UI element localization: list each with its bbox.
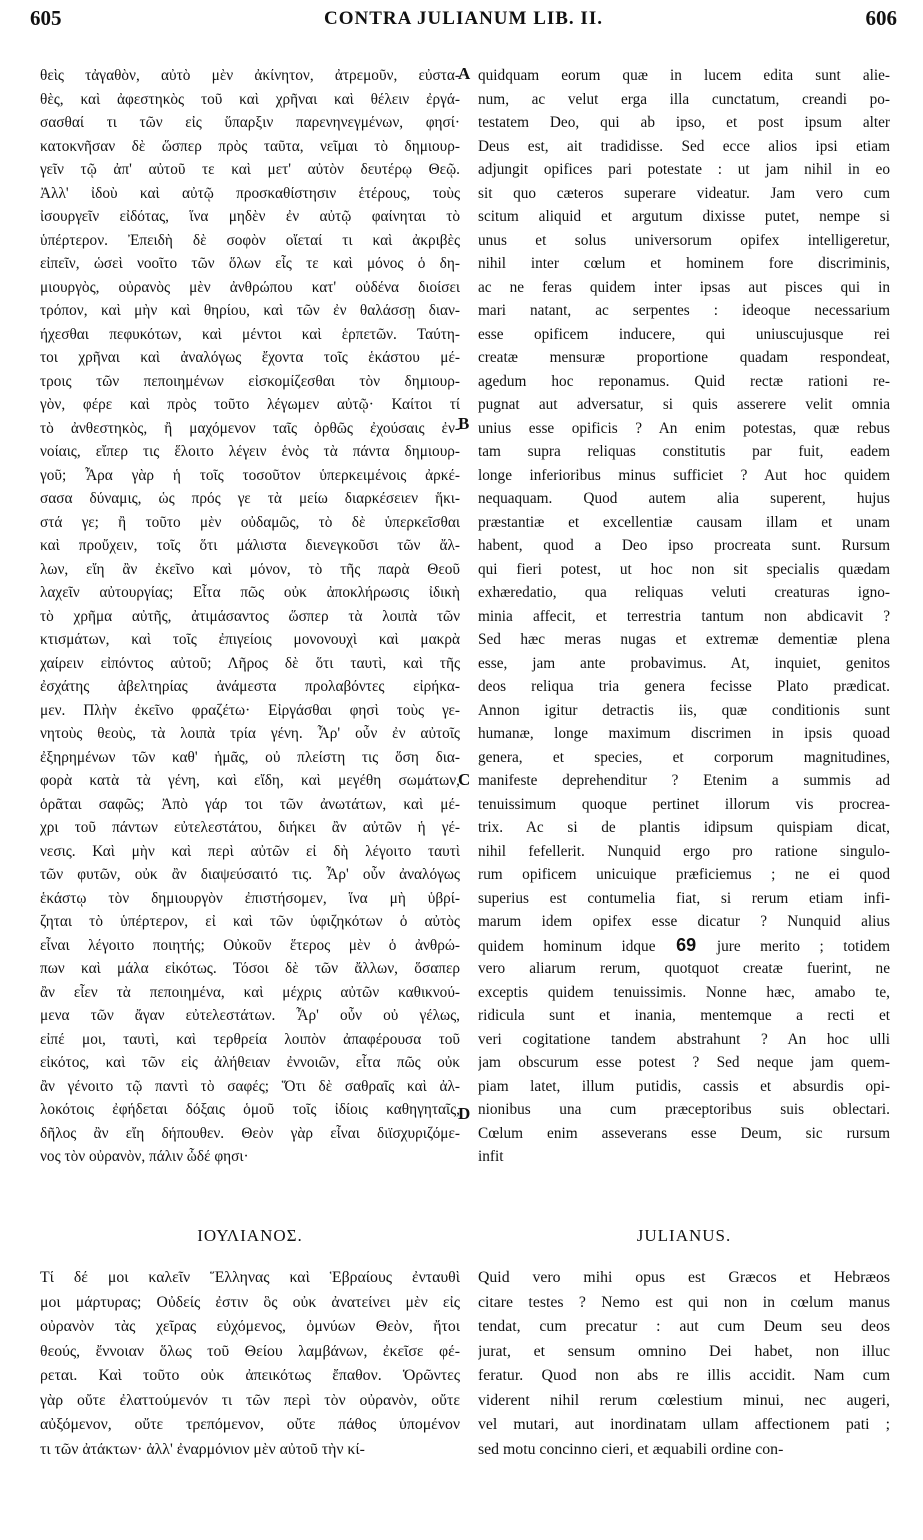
greek-text-line: κατοκνῆσαν δὲ ὥσπερ πρὸς ταῦτα, νεῖμαι τὸ δημιουρ- xyxy=(40,137,460,155)
latin-text-line: vero aliarum rerum, quotquot creatæ fuerint, ne xyxy=(478,960,890,977)
latin-text-line: jam obscurum esse potest ? Sed neque jam quem- xyxy=(478,1054,890,1071)
latin-text-line: veri cogitatione tandem abstrahunt ? An hoc ulli xyxy=(478,1030,890,1048)
latin-text-line: habent, quod a Deo ipso procreata sunt. Rursum xyxy=(478,537,890,554)
latin-text-line: ridicula sunt et inania, mentemque a recti et xyxy=(478,1007,890,1024)
latin-text-line: præstantiæ et excellentiæ causam illam et unam xyxy=(478,513,890,531)
greek-text-line: εἰπεῖν, ὡσεὶ νοοῖτο τῶν ὅλων εἷς τε καὶ μόνος ὁ δη- xyxy=(40,255,460,272)
latin-text-line: piam latet, illum putidis, cassis et absurdis opi- xyxy=(478,1077,890,1095)
latin-text-line: longe inferioribus minus sufficiet ? Aut hoc quidem xyxy=(478,466,890,484)
latin-text-line: minia affecit, et terrestria tantum non abdicavit ? xyxy=(478,607,890,625)
latin-text-line: exhæredatio, qua reliquas veluti creaturas igno- xyxy=(478,584,890,601)
marker-b: B xyxy=(458,414,470,433)
greek-text-line: καὶ προὔχειν, τοῖς ὅτι μάλιστα διενεγκοῦσι τῶν ἄλ- xyxy=(40,537,460,554)
greek-text-line: θεούς, ἔννοιαν ὅλως τοῦ Θείου λαμβάνων, ἐκεῖσε φέ- xyxy=(40,1342,460,1360)
page-number-left: 605 xyxy=(30,6,62,30)
latin-text-line: manifeste deprehenditur ? Etenim a summis ad xyxy=(478,772,890,789)
page-header xyxy=(30,6,897,40)
greek-text-line: κτισμάτων, καὶ τοῖς ἐπιγείοις μονονουχὶ καὶ μακρὰ xyxy=(40,631,460,648)
latin-text-line: ac ne feras quidem inter ipsas aut pisces qui in xyxy=(478,278,890,296)
greek-text-line: λοκότοις ἐφήδεται δόξαις ὁμοῦ τοῖς ἰδίοις καθηγηταῖς, xyxy=(40,1101,460,1118)
greek-text-line: μεν. Πλὴν ἐκεῖνο φραζέτω· Εἰργάσθαι φησὶ τοὺς γε- xyxy=(40,701,460,719)
marker-a: A xyxy=(458,64,471,83)
latin-text-line: genera, et species, et corporum magnitudines, xyxy=(478,748,890,766)
greek-text-line: λων, εἴη ἂν ἐκεῖνο καὶ μόνον, τὸ τῆς παρὰ Θεοῦ xyxy=(40,560,460,578)
latin-text-line: unius esse opificis ? An enim potestas, quæ rebus xyxy=(478,419,890,437)
latin-text-line: agedum hoc reponamus. Quid rectæ rationi re- xyxy=(478,372,890,390)
greek-text-line: ἐξηρημένων τῶν καθ' ἡμᾶς, οὐ πλείστη τις ὅση δια- xyxy=(40,748,460,766)
latin-text-line: nionibus una cum præceptoribus suis oblectari. xyxy=(478,1101,890,1118)
greek-text-line: τὸ ἀνθεστηκὸς, ἢ μαχόμενον ταῖς ὀρθῶς ἐχούσαις ἐν- xyxy=(40,419,460,437)
greek-text-line: τι τῶν ἀτάκτων· ἀλλ' ἐναρμόνιον μὲν αὐτοῦ τὴν κί- xyxy=(40,1440,365,1458)
column-number-69: 69 xyxy=(655,934,717,955)
greek-text-line: ὑπέρτερον. Ἐπειδὴ δὲ σοφὸν οἴεταί τι καὶ ἀκριβὲς xyxy=(40,231,460,249)
latin-column-top xyxy=(478,64,890,1192)
greek-column-bottom xyxy=(40,1266,460,1516)
greek-text-line: γεῖν τῷ ἀπ' αὐτοῦ τε καὶ μετ' αὐτὸν δευτέρῳ Θεῷ. xyxy=(40,161,460,178)
latin-text-line: tam supra reliquas constitutis par fuit, eadem xyxy=(478,443,890,460)
greek-text-line: γὰρ οὔτε ἐλαττούμενόν τι τῶν περὶ τὸν οὐρανὸν, οὔτε xyxy=(40,1391,460,1409)
latin-text-line: tenuissimum quoque pertinet illorum vis procrea- xyxy=(478,795,890,813)
latin-text-line: trix. Ac si de plantis idipsum quispiam dicat, xyxy=(478,819,890,836)
greek-text-line: μοι μάρτυρας; Οὐδείς ἐστιν ὃς οὐκ ἀνατείνει μὲν εἰς xyxy=(40,1293,460,1311)
latin-text-line: vel mutari, aut inordinatam ullam affectionem pati ; xyxy=(478,1416,890,1433)
latin-text-line: nequaquam. Quod autem alia superent, hujus xyxy=(478,490,890,507)
greek-text-line: ὁρᾶται σαφῶς; Ἀπὸ γάρ τοι τῶν ἀνωτάτων, καὶ μέ- xyxy=(40,795,460,813)
greek-text-line: στά γε; ἢ τοῦτο μὲν οὐδαμῶς, τὸ δὲ ὑπερκεῖσθαι xyxy=(40,513,460,531)
latin-text-line: scitum aliquid et argutum dixisse putet, nempe si xyxy=(478,208,890,225)
latin-text-line: superius est contumelia fiat, si rerum etiam infi- xyxy=(478,889,890,907)
latin-text-line: adjungit opifices pari potestate : ut jam nihil in eo xyxy=(478,161,890,178)
greek-text-line: χαίρειν εἰπόντος αὐτοῦ; Λῆρος δὲ ὅτι ταυτὶ, καὶ τῆς xyxy=(40,654,460,672)
latin-text-line: sit quo cæteros superare videatur. Jam vero cum xyxy=(478,184,890,202)
greek-text-line: ήχεσθαι πεφυκότων, καὶ μέντοι καὶ ἑρπετῶν. Ταύτη- xyxy=(40,325,460,343)
latin-text-line: pugnat aut adversatur, si quis asserere velit omnia xyxy=(478,396,890,413)
latin-text-line: citare testes ? Nemo est qui non in cœlum manus xyxy=(478,1293,890,1311)
greek-text-line: Τί δέ μοι καλεῖν Ἕλληνας καὶ Ἑβραίους ἐνταυθὶ xyxy=(40,1269,460,1286)
latin-text-line: Sed hæc meras nugas et extremæ dementiæ plena xyxy=(478,631,890,648)
greek-text-line: νοίαις, εἴπερ τις ἕλοιτο λέγειν ἑνὸς τὰ πάντα δημιουρ- xyxy=(40,443,460,460)
latin-text-line: rum opificem unicuique præficiemus ; ne ei quod xyxy=(478,866,890,883)
greek-text-line: εἰκότος, καὶ τῶν εἰς ἀλήθειαν ἐννοιῶν, εἶτα πῶς οὐκ xyxy=(40,1054,460,1071)
greek-text-line: πων καὶ μάλα εἰκότως. Τόσοι δὲ τῶν ἄλλων, ὅσαπερ xyxy=(40,960,460,977)
latin-text-line: deos reliqua tria genera fecisse Plato prædicat. xyxy=(478,678,890,695)
greek-text-line: νεσις. Καὶ μὴν καὶ περὶ αὐτῶν εἰ δὴ λέγοιτο ταυτὶ xyxy=(40,842,460,860)
greek-text-line: τροις τῶν πεποιημένων εἰσκομίζεσθαι τὸν δημιουρ- xyxy=(40,372,460,390)
latin-text-line: quidquam eorum quæ in lucem edita sunt alie- xyxy=(478,67,890,84)
greek-text-line: σασα δύναμις, ὡς πρός γε τὰ μείω διαρκέσειεν ἥκι- xyxy=(40,490,460,507)
greek-text-line: ἂν εἶεν τὰ πεποιημένα, καὶ μέχρις αὐτῶν καθικνού- xyxy=(40,983,460,1001)
greek-text-line: μιουργὸς, οὐρανὸς μὲν ἀνθρώπου κατ' οὐδένα διοίσει xyxy=(40,278,460,296)
greek-text-line: φορὰ κατὰ τὰ γένη, καὶ εἴδη, καὶ μεγέθη σωμάτων, xyxy=(40,772,460,789)
greek-text-line: ρεται. Καὶ τοῦτο οὐκ ἀπεικότως ἔπαθον. Ὁρῶντες xyxy=(40,1367,460,1384)
marker-d: D xyxy=(458,1104,471,1123)
latin-text-line: quidem hominum idque 69 jure merito ; totidem xyxy=(478,934,890,955)
latin-text-line: creatæ mensuræ proportione quadam respondeat, xyxy=(478,349,890,366)
greek-text-line: τοι χρῆναι καὶ ἀναλόγως ἔχοντα τοῖς ἑκάστου μέ- xyxy=(40,349,460,366)
running-title: CONTRA JULIANUM LIB. II. xyxy=(324,8,603,29)
latin-text-line: sed motu concinno cieri, et æquabili ordine con- xyxy=(478,1440,784,1458)
greek-text-line: δῆλος ἂν εἴη δήπουθεν. Θεὸν γὰρ εἶναι διϊσχυριζόμε- xyxy=(40,1124,460,1142)
greek-text-line: οὐρανὸν τὰς χεῖρας εὐχόμενος, ὀμνύων Θεὸν, ἤτοι xyxy=(40,1318,460,1335)
latin-text-line: jurat, et sensum omnino Dei habet, non illuc xyxy=(478,1342,890,1360)
greek-text-line: λαχεῖν αὐτουργίας; Εἶτα πῶς οὐκ ἀποκλήρωσις ἰδικὴ xyxy=(40,584,460,601)
greek-text-line: τρόπον, καὶ μὴν καὶ θηρίου, καὶ τῶν ἐν θαλάσσῃ διαν- xyxy=(40,302,460,319)
page-number-right: 606 xyxy=(865,6,897,30)
greek-text-line: νητοὺς θεοὺς, τὰ λοιπὰ τρία γένη. Ἆρ' οὖν ἐν αὐτοῖς xyxy=(40,725,460,742)
latin-text-line: esse opificem inducere, qui uniuscujusque rei xyxy=(478,325,890,343)
latin-text-line: exceptis quidem tenuissimis. Nonne hæc, amabo te, xyxy=(478,983,890,1001)
latin-text-line: testatem Deo, qui ab ipso, et post ipsum alter xyxy=(478,114,890,131)
latin-text-line: esse, jam ante probavimus. At, inquiet, genitos xyxy=(478,654,890,672)
marker-c: C xyxy=(458,770,471,789)
greek-column-top xyxy=(40,64,460,1192)
latin-text-line: feratur. Quod non abs re illis accidit. Nam cum xyxy=(478,1367,890,1384)
greek-text-line: σασθαί τι τῶν εἰς ὕπαρξιν παρενηνεγμένων, φησί· xyxy=(40,114,460,131)
greek-text-line: μενα τῶν ἄγαν εὐτελεστάτων. Ἆρ' οὖν οὐ γέλως, xyxy=(40,1007,460,1024)
greek-text-line: αὐξόμενον, οὔτε τρεπόμενον, οὔτε πάθος ὑπομένον xyxy=(40,1416,460,1433)
greek-text-line: ἂν γένοιτο τῷ παντὶ τὸ σαφές; Ὅτι δὲ σαθραῖς καὶ ἀλ- xyxy=(40,1077,460,1095)
greek-text-line: εἰπέ μοι, ταυτὶ, καὶ τερθρεία λοιπὸν ἀπαφέρουσα τοῦ xyxy=(40,1030,460,1048)
greek-text-line: Ἀλλ' ἰδοὺ καὶ αὐτῷ προσκαθίστησιν ἑτέρους, τοὺς xyxy=(40,184,460,202)
latin-text-line: mari natant, ac serpentes : ideoque necessarium xyxy=(478,302,890,319)
latin-text-line: qui fieri potest, ut hoc non sit specialis quædam xyxy=(478,560,890,578)
greek-text-line: τὸ χρῆμα αὐτῆς, ἀτιμάσαντος ὥσπερ τὰ λοιπὰ τῶν xyxy=(40,607,460,625)
latin-text-line: infit xyxy=(478,1148,504,1165)
greek-text-line: τῶν φυτῶν, οὐκ ἂν διαψεύσαιτό τις. Ἆρ' οὖν ἀναλόγως xyxy=(40,866,460,883)
latin-text-line: humanæ, longe maximum discrimen in ipsis quoad xyxy=(478,725,890,742)
latin-text-line: Deus est, ait tradidisse. Sed ecce alios ipsi etiam xyxy=(478,137,890,155)
latin-text-line: num, ac velut erga illa cunctatum, creandi po- xyxy=(478,90,890,108)
latin-column-bottom xyxy=(478,1266,890,1516)
greek-text-line: ζηται τὸ ὑπέρτερον, εἰ καὶ τῶν ὑφιζηκότων ὁ αὐτὸς xyxy=(40,913,460,930)
greek-text-line: ἐσχάτης ἀβελτηρίας ἀνάμεστα προλαβόντες εἰρήκα- xyxy=(40,678,460,695)
latin-text-line: Cœlum enim asseverans esse Deum, sic rursum xyxy=(478,1124,890,1142)
greek-text-line: εἶναι λέγοιτο ποιητής; Οὐκοῦν ἕτερος μὲν ὁ ἀνθρώ- xyxy=(40,936,460,954)
greek-text-line: χρι τοῦ πάντων εὐτελεστάτου, διήκει ἂν αὐτῶν ἡ γέ- xyxy=(40,819,460,836)
latin-text-line: viderent nihil rerum cœlestium minui, nec augeri, xyxy=(478,1391,890,1409)
greek-text-line: γὸν, φέρε καὶ πρὸς τοῦτο λέγωμεν αὐτῷ· Καίτοι τί xyxy=(40,396,460,413)
latin-line-tail: jure merito ; totidem xyxy=(716,937,890,955)
latin-text-line: nihil inter cœlum et hominem fore discriminis, xyxy=(478,255,890,272)
latin-text-line: Quid vero mihi opus est Græcos et Hebræos xyxy=(478,1269,890,1286)
greek-text-line: θὲς, καὶ ἀφεστηκὸς τοῦ καὶ χρῆναι καὶ θέλειν ἐργά- xyxy=(40,90,460,108)
greek-text-line: γοῦ; Ἆρα γὰρ ἡ τοῖς τοσοῦτον ὑπερκειμένοις ἀρκέ- xyxy=(40,466,460,484)
greek-text-line: νος τὸν οὐρανὸν, πάλιν ὧδέ φησι· xyxy=(40,1148,249,1165)
latin-text-line: unus et solus universorum opifex intelligeretur, xyxy=(478,231,890,249)
latin-text-line: nihil fefellerit. Nunquid ergo pro ratione singulo- xyxy=(478,842,890,860)
latin-text-line: tendat, cum precatur : aut cum Deum seu deos xyxy=(478,1318,890,1335)
margin-markers xyxy=(456,64,478,1164)
latin-text-line: marum idem opifex esse dicatur ? Nunquid alius xyxy=(478,913,890,930)
greek-text-line: ἰσουργεῖν εἰδότας, ἵνα μηδὲν ἐν αὐτῷ φαίνηται τὸ xyxy=(40,208,460,225)
greek-section-title: ΙΟΥΛΙΑΝΟΣ. xyxy=(197,1226,303,1245)
latin-text-line: Annon igitur detractis iis, quæ conditionis sunt xyxy=(478,701,890,719)
greek-text-line: ἑκάστῳ τὸν δημιουργὸν ἐπιστήσομεν, ἵνα μὴ ὑβρί- xyxy=(40,889,460,907)
latin-section-title: JULIANUS. xyxy=(636,1226,732,1245)
greek-text-line: θεὶς τἀγαθὸν, αὐτὸ μὲν ἀκίνητον, ἀτρεμοῦν, εὐστα- xyxy=(40,67,460,84)
